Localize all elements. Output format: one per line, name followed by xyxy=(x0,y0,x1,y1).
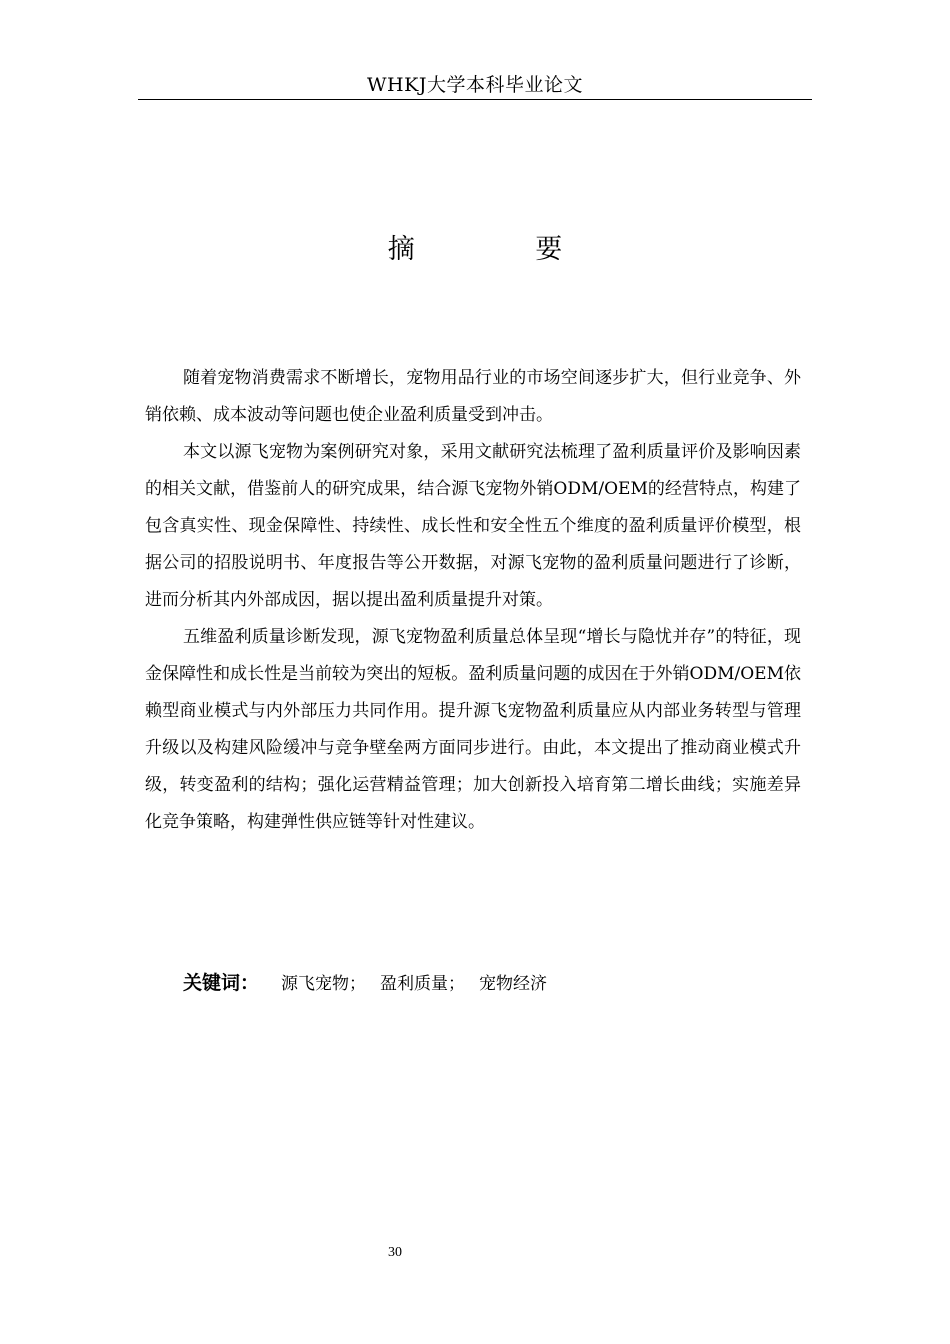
abstract-paragraph-3: 五维盈利质量诊断发现，源飞宠物盈利质量总体呈现“增长与隐忧并存”的特征，现金保障性和成长性是当前较为突出的短板。盈利质量问题的成因在于外销ODM/OEM依赖型商业模式与内外部压力共同作用。提升源飞宠物盈利质量应从内部业务转型与管理升级以及构建风险缓冲与竞争壁垒两方面同步进行。由此，本文提出了推动商业模式升级，转变盈利的结构；强化运营精益管理；加大创新投入培育第二增长曲线；实施差异化竞争策略，构建弹性供应链等针对性建议。 xyxy=(145,627,801,832)
keyword-item: 源飞宠物； xyxy=(281,974,367,994)
header-divider xyxy=(138,99,812,100)
abstract-paragraph-1: 随着宠物消费需求不断增长，宠物用品行业的市场空间逐步扩大，但行业竞争、外销依赖、成本波动等问题也使企业盈利质量受到冲击。 xyxy=(145,368,801,425)
keywords-line xyxy=(183,966,783,1001)
abstract-title: 摘 要 xyxy=(387,234,619,265)
keywords-label: 关键词： xyxy=(183,972,260,994)
abstract-paragraph-2: 本文以源飞宠物为案例研究对象，采用文献研究法梳理了盈利质量评价及影响因素的相关文献，借鉴前人的研究成果，结合源飞宠物外销ODM/OEM的经营特点，构建了包含真实性、现金保障性、持续性、成长性和安全性五个维度的盈利质量评价模型，根据公司的招股说明书、年度报告等公开数据，对源飞宠物的盈利质量问题进行了诊断，进而分析其内外部成因，据以提出盈利质量提升对策。 xyxy=(145,442,801,610)
keyword-item: 盈利质量； xyxy=(380,974,466,994)
keyword-item: 宠物经济 xyxy=(479,974,548,994)
page-number: 30 xyxy=(388,1245,402,1260)
running-header: WHKJ大学本科毕业论文 xyxy=(367,74,583,96)
abstract-body xyxy=(145,360,801,841)
